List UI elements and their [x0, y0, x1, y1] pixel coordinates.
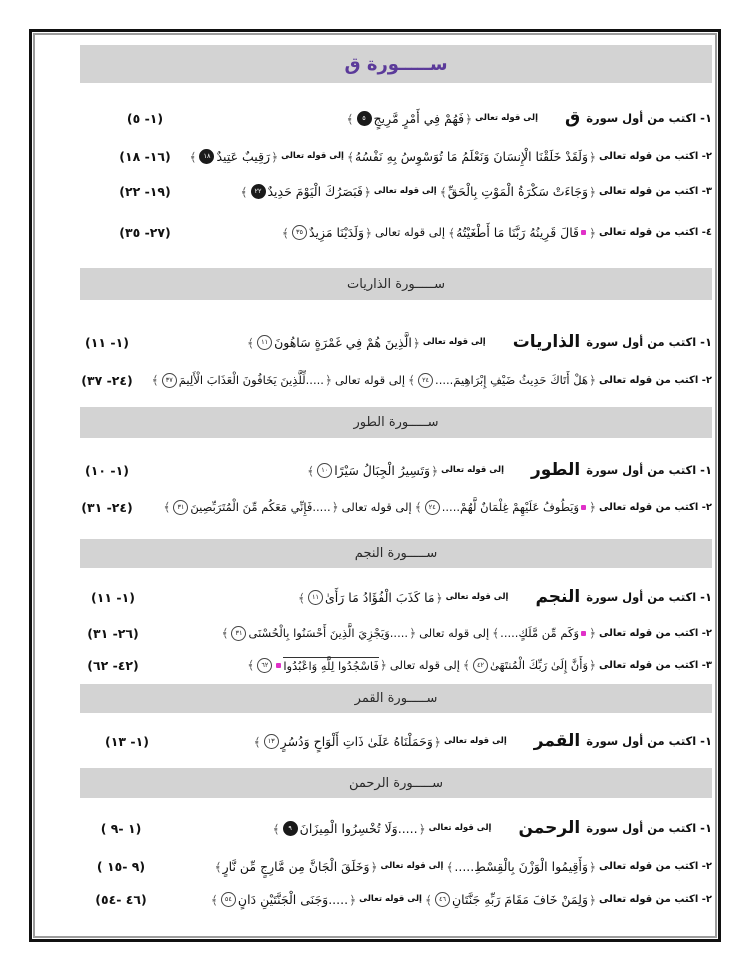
verse-text: الَّذِينَ هُمْ فِي غَمْرَةٍ سَاهُونَ [274, 334, 412, 350]
surah-title: ســـــورة القمر [354, 691, 438, 706]
surah-header-qamar [80, 684, 712, 713]
verse-text: فَهُمْ فِي أَمْرٍ مَّرِيجٍ [373, 110, 465, 126]
instruction-label: ١- اكتب من أول سورة [586, 463, 712, 477]
surah-header-najm [80, 539, 712, 568]
ornate-bracket-close-icon [247, 658, 255, 672]
ornate-bracket-open-icon [588, 626, 596, 640]
end-verse [254, 734, 441, 749]
ornate-bracket-close-icon [221, 626, 229, 640]
instruction-label: ١- اكتب من أول سورة [586, 335, 712, 349]
verse-text: وَحَمَلْنَاهُ عَلَىٰ ذَاتِ أَلْوَاحٍ وَدُسُرٍ [280, 733, 433, 749]
exercise-row [80, 221, 712, 243]
ornate-bracket-open-icon [363, 184, 371, 199]
verse-text: وَأَنَّ إِلَىٰ رَبِّكَ الْمُنتَهَىٰ [489, 658, 589, 672]
exercise-row [80, 331, 712, 353]
exercise-row [80, 622, 712, 644]
verse-range: (١٦- ١٨) [119, 148, 171, 164]
ornate-bracket-open-icon [588, 892, 596, 907]
end-verse [189, 149, 278, 164]
until-label: إلى قوله تعالى [441, 465, 504, 475]
verse-text: مَا كَذَبَ الْفُؤَادُ مَا رَأَىٰ [325, 589, 435, 605]
end-verse [298, 590, 443, 605]
ornate-bracket-close-icon [282, 225, 290, 240]
hizb-marker-icon [581, 631, 586, 636]
until-label: إلى قوله تعالى [443, 736, 507, 746]
ornate-bracket-close-icon [254, 734, 262, 749]
surah-header-rahman [80, 768, 712, 798]
instruction-label: ١- اكتب من أول سورة [586, 734, 712, 748]
ornate-bracket-open-icon [418, 821, 426, 836]
ornate-bracket-close-icon [425, 892, 433, 907]
verse-text: وَيَطُوفُ عَلَيْهِمْ غِلْمَانٌ لَّهُمْ..... [441, 500, 580, 514]
exercise-row [80, 888, 712, 910]
surah-title: ســـــورة الرحمن [348, 775, 444, 791]
ornate-bracket-open-icon [324, 373, 332, 387]
ayah-number-icon: ٤٢ [473, 658, 488, 673]
verse-range: (٩ -١٥ ) [96, 858, 146, 874]
verse-text: .....فَإِنِّي مَعَكُم مِّنَ الْمُتَرَبِّصِينَ [190, 500, 331, 514]
verse-text: فَبَصَرُكَ الْيَوْمَ حَدِيدٌ [267, 183, 363, 199]
until-label: إلى قوله تعالى [373, 186, 437, 196]
end-verse [282, 225, 372, 240]
start-verse [492, 626, 596, 640]
ayah-number-icon: ٢٤ [418, 373, 433, 388]
ornate-bracket-close-icon [273, 821, 281, 836]
end-verse [240, 184, 370, 199]
exercise-row [80, 654, 712, 676]
start-verse [425, 892, 596, 907]
instruction-label: ٢- اكتب من قوله تعالى [599, 374, 712, 386]
exercise-row [80, 145, 712, 167]
verse-range: (٢٤- ٣١) [81, 499, 133, 515]
verse-range: (٢٤- ٣٧) [81, 372, 133, 388]
exercise-row [80, 369, 712, 391]
verse-text: رَقِيبٌ عَتِيدٌ [216, 148, 271, 164]
surah-title: ســـــورة ق [344, 53, 448, 75]
end-verse [347, 111, 473, 126]
ornate-bracket-close-icon [211, 892, 219, 907]
ornate-bracket-close-icon [440, 184, 448, 199]
ornate-bracket-close-icon [298, 590, 306, 605]
verse-range: (١- ١١) [91, 589, 135, 605]
ornate-bracket-open-icon [435, 590, 443, 605]
start-verse [408, 373, 596, 388]
end-verse [247, 335, 420, 350]
verse-range: (١- ١١) [85, 334, 129, 350]
surah-name: الطور [530, 460, 581, 480]
instruction-label: ٢- اكتب من قوله تعالى [599, 627, 712, 639]
ornate-bracket-open-icon [588, 184, 596, 199]
ornate-bracket-close-icon [215, 859, 223, 874]
ornate-bracket-close-icon [492, 626, 500, 640]
verse-text: .....وَجَنَى الْجَنَّتَيْنِ دَانٍ [237, 891, 349, 907]
verse-range: (٤٢- ٦٢) [87, 657, 139, 673]
surah-header-dhariyat [80, 268, 712, 300]
verse-range: (٤٦ -٥٤) [95, 891, 147, 907]
until-label: إلى قوله تعالى [281, 151, 344, 161]
ornate-bracket-open-icon [588, 225, 596, 240]
ornate-bracket-open-icon [464, 111, 472, 126]
ornate-bracket-open-icon [412, 335, 420, 350]
surah-name: الذاريات [512, 332, 581, 352]
until-label: إلى قوله تعالى [419, 626, 490, 640]
surah-name: القمر [533, 731, 581, 751]
end-verse [273, 821, 426, 836]
hizb-marker-icon [581, 230, 586, 235]
ayah-number-icon: ١١ [257, 335, 272, 350]
ornate-bracket-close-icon [189, 149, 197, 164]
ayah-number-icon: ٥ [357, 111, 372, 126]
ornate-bracket-open-icon [433, 734, 441, 749]
surah-title: ســـــورة الذاريات [347, 276, 445, 292]
instruction-label: ٢- اكتب من قوله تعالى [599, 860, 712, 872]
ornate-bracket-open-icon [408, 626, 416, 640]
ayah-number-icon: ٦٢ [257, 658, 272, 673]
ayah-number-icon: ٣٥ [292, 225, 307, 240]
verse-range: (٢٦- ٣١) [87, 625, 139, 641]
start-verse [415, 500, 596, 515]
ayah-number-icon: ٣١ [173, 500, 188, 515]
ornate-bracket-close-icon [347, 149, 355, 164]
ornate-bracket-open-icon [588, 149, 596, 164]
exercise-row [80, 496, 712, 518]
verse-text: وَكَم مِّن مَّلَكٍ..... [500, 626, 580, 640]
verse-range: (٢٧- ٣٥) [119, 224, 171, 240]
exercise-row [80, 459, 712, 481]
ornate-bracket-close-icon [347, 111, 355, 126]
until-label: إلى قوله تعالى [341, 500, 412, 514]
ayah-number-icon: ١٠ [317, 463, 332, 478]
ornate-bracket-open-icon [588, 658, 596, 672]
ornate-bracket-close-icon [415, 500, 423, 514]
ornate-bracket-open-icon [364, 225, 372, 240]
ayah-number-icon: ٩ [283, 821, 298, 836]
surah-header-qaf [80, 45, 712, 83]
hizb-marker-icon [581, 505, 586, 510]
ayah-number-icon: ٣١ [231, 626, 246, 641]
ornate-bracket-close-icon [463, 658, 471, 672]
ornate-bracket-close-icon [448, 225, 456, 240]
ornate-bracket-close-icon [247, 335, 255, 350]
until-label: إلى قوله تعالى [475, 113, 538, 123]
until-label: إلى قوله تعالى [428, 823, 492, 833]
ornate-bracket-close-icon [240, 184, 248, 199]
verse-text: .....وَيَجْزِيَ الَّذِينَ أَحْسَنُوا بِالْحُسْنَى [248, 626, 409, 640]
verse-text: وَلِمَنْ خَافَ مَقَامَ رَبِّهِ جَنَّتَانِ [451, 891, 589, 907]
ornate-bracket-open-icon [331, 500, 339, 514]
ayah-number-icon: ١٨ [199, 149, 214, 164]
start-verse [347, 149, 596, 164]
ornate-bracket-open-icon [588, 500, 596, 514]
exercise-row [80, 730, 712, 752]
instruction-label: ٣- اكتب من قوله تعالى [599, 185, 712, 197]
ayah-number-icon: ٢٤ [425, 500, 440, 515]
verse-text: وَتَسِيرُ الْجِبَالُ سَيْرًا [334, 462, 431, 478]
ayah-number-icon: ١١ [308, 590, 323, 605]
ornate-bracket-close-icon [408, 373, 416, 387]
instruction-label: ٢- اكتب من قوله تعالى [599, 893, 712, 905]
instruction-label: ١- اكتب من أول سورة [586, 821, 712, 835]
verse-range: (١- ١٣) [105, 733, 149, 749]
until-label: إلى قوله تعالى [422, 337, 486, 347]
ayah-number-icon: ٢٢ [251, 184, 266, 199]
verse-text: وَأَقِيمُوا الْوَزْنَ بِالْقِسْطِ..... [454, 858, 589, 874]
verse-text: وَلَدَيْنَا مَزِيدٌ [308, 224, 365, 240]
verse-text: .....وَلَا تُخْسِرُوا الْمِيزَانَ [299, 820, 418, 836]
surah-title: ســـــورة الطور [353, 415, 439, 430]
end-verse [211, 892, 356, 907]
verse-range: (١ -٩ ) [100, 820, 142, 836]
ornate-bracket-open-icon [430, 463, 438, 478]
surah-title: ســـــورة النجم [354, 546, 438, 561]
surah-name: الرحمن [518, 818, 581, 838]
verse-text: وَجَاءَتْ سَكْرَةُ الْمَوْتِ بِالْحَقِّ [447, 183, 589, 199]
instruction-label: ٢- اكتب من قوله تعالى [599, 501, 712, 513]
surah-header-tur [80, 407, 712, 438]
end-verse [247, 657, 387, 673]
until-label: إلى قوله تعالى [445, 592, 509, 602]
exercise-row [80, 107, 712, 129]
ornate-bracket-close-icon [446, 859, 454, 874]
ayah-number-icon: ٣٧ [162, 373, 177, 388]
exercise-row [80, 586, 712, 608]
ayah-number-icon: ٥٤ [221, 892, 236, 907]
exercise-row [80, 817, 712, 839]
until-label: إلى قوله تعالى [359, 894, 422, 904]
verse-range: (١- ١٠) [85, 462, 129, 478]
end-verse [152, 373, 332, 388]
start-verse [448, 225, 596, 240]
ornate-bracket-open-icon [348, 892, 356, 907]
end-verse [221, 626, 416, 641]
end-verse [163, 500, 338, 515]
ornate-bracket-open-icon [588, 859, 596, 874]
verse-text: .....لِّلَّذِينَ يَخَافُونَ الْعَذَابَ الْأَلِيمَ [178, 373, 324, 387]
ornate-bracket-close-icon [152, 373, 160, 387]
ornate-bracket-open-icon [379, 658, 387, 672]
ornate-bracket-open-icon [588, 373, 596, 387]
ornate-bracket-close-icon [163, 500, 171, 514]
end-verse [215, 859, 378, 874]
instruction-label: ٤- اكتب من قوله تعالى [599, 226, 712, 238]
start-verse [446, 859, 596, 874]
exercise-row [80, 180, 712, 202]
hizb-marker-icon [276, 663, 281, 668]
instruction-label: ٣- اكتب من قوله تعالى [599, 659, 712, 671]
ayah-number-icon: ٤٦ [435, 892, 450, 907]
ornate-bracket-close-icon [307, 463, 315, 478]
instruction-label: ١- اكتب من أول سورة [586, 111, 712, 125]
verse-text: قَالَ قَرِينُهُ رَبَّنَا مَا أَطْغَيْتُهُ [456, 224, 580, 240]
ornate-bracket-open-icon [270, 149, 278, 164]
verse-text: وَلَقَدْ خَلَقْنَا الْإِنسَانَ وَنَعْلَمُ مَا تُوَسْوِسُ بِهِ نَفْسُهُ [355, 148, 589, 164]
until-label: إلى قوله تعالى [380, 861, 444, 871]
until-label: إلى قوله تعالى [375, 225, 446, 239]
start-verse [463, 658, 596, 673]
verse-range: (١- ٥) [126, 110, 164, 126]
ornate-bracket-open-icon [369, 859, 377, 874]
verse-range: (١٩- ٢٢) [119, 183, 171, 199]
exercise-row [80, 855, 712, 877]
instruction-label: ٢- اكتب من قوله تعالى [599, 150, 712, 162]
start-verse [440, 184, 596, 199]
surah-name: ق [565, 108, 581, 128]
end-verse [307, 463, 438, 478]
surah-name: النجم [535, 587, 581, 607]
until-label: إلى قوله تعالى [334, 373, 406, 387]
until-label: إلى قوله تعالى [389, 658, 460, 672]
ayah-number-icon: ١٣ [264, 734, 279, 749]
instruction-label: ١- اكتب من أول سورة [586, 590, 712, 604]
verse-text: فَاسْجُدُوا لِلَّهِ وَاعْبُدُوا [283, 659, 379, 673]
verse-text: وَخَلَقَ الْجَانَّ مِن مَّارِجٍ مِّن نَّارٍ [222, 858, 370, 874]
verse-text: هَلْ أَتَاكَ حَدِيثُ ضَيْفِ إِبْرَاهِيمَ..... [435, 373, 589, 387]
